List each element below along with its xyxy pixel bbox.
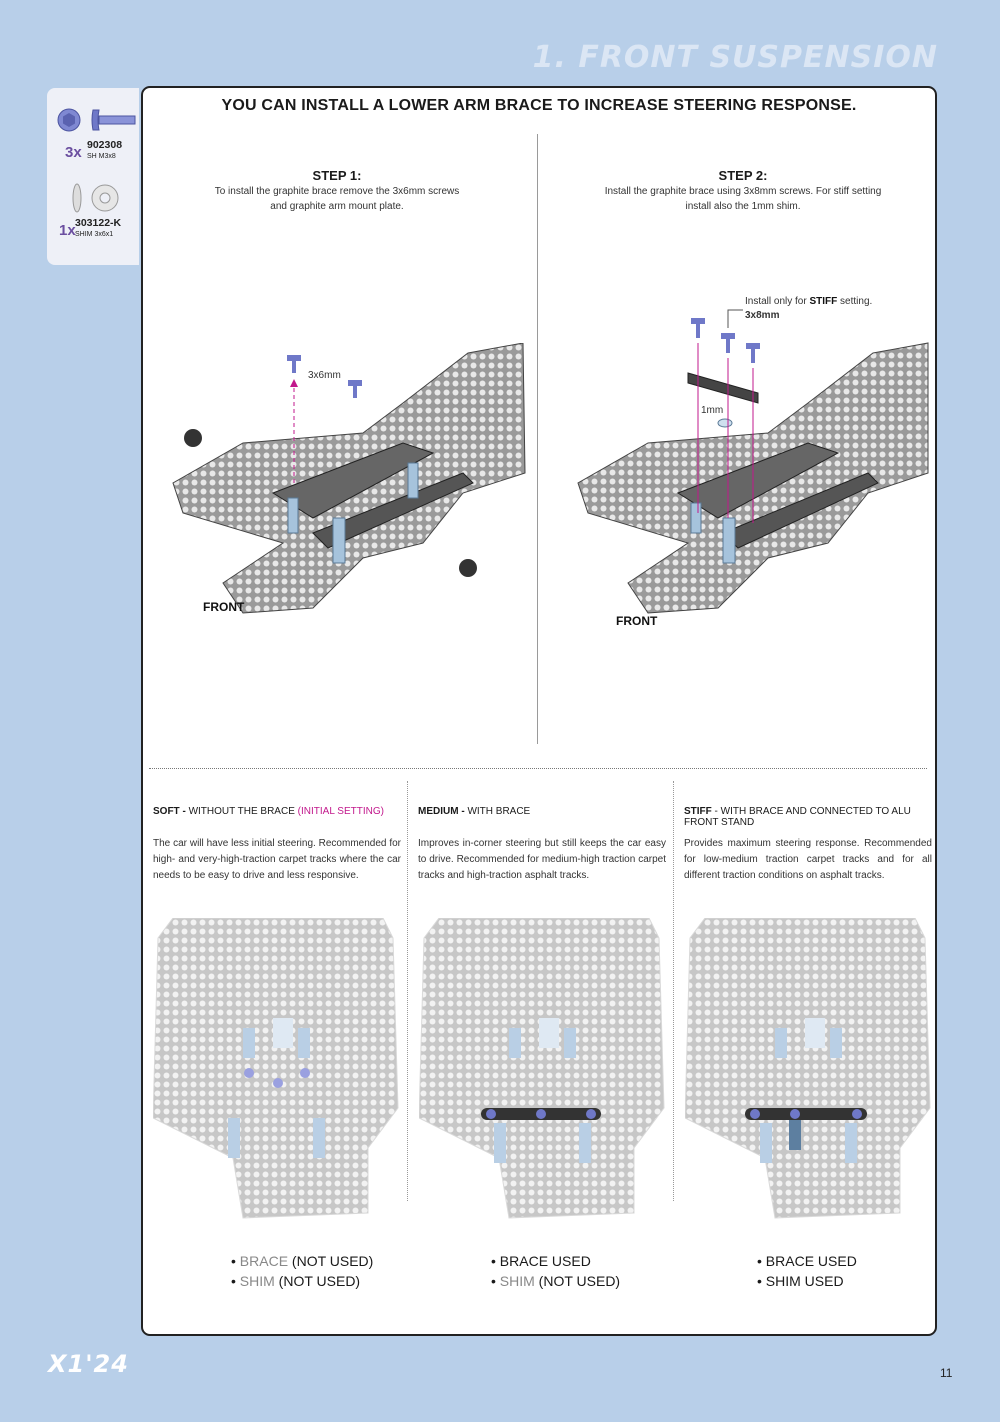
stiff-heading: STIFF - WITH BRACE AND CONNECTED TO ALU FRONT STAND [684,806,911,828]
stiff-description: Provides maximum steering response. Recommended for low-medium traction carpet tracks and for all different traction conditions on asphalt tracks. [684,838,932,881]
part-code: 902308 SH M3x8 [87,139,123,160]
column-divider [407,781,408,1201]
step2-screw-label: 3x8mm [745,310,780,321]
part-code: 303122-K SHIM 3x6x1 [75,217,122,238]
step1-front-label: FRONT [203,600,245,614]
medium-diagram [419,918,665,1223]
step2-front-label: FRONT [616,614,658,628]
headline: YOU CAN INSTALL A LOWER ARM BRACE TO INCREASE STEERING RESPONSE. [221,97,857,114]
section-title: 1. FRONT SUSPENSION [532,40,938,75]
page-number: 11 [940,1366,953,1380]
brand-logo: X1'24 [48,1350,129,1378]
medium-bullets: • BRACE USED • SHIM (NOT USED) [491,1253,621,1289]
medium-heading: MEDIUM - WITH BRACE [418,806,531,817]
step2-diagram [563,288,933,638]
step1-title: STEP 1: [312,168,362,183]
step2-shim-label: 1mm [701,405,724,416]
step2-title: STEP 2: [718,168,768,183]
step2-text: Install the graphite brace using 3x8mm screws. For stiff setting install also the 1mm shim. [604,186,882,212]
instruction-panel [141,86,937,1336]
column-divider [673,781,674,1201]
stiff-bullets: • BRACE USED • SHIM USED [757,1253,857,1289]
medium-description: Improves in-corner steering but still keeps the car easy to drive. Recommended for medium-high traction carpet tracks and high-traction asphalt tracks. [418,838,666,881]
parts-list [47,88,139,265]
part-qty: 1x [59,222,76,239]
part-item-shim [53,176,143,239]
soft-description: The car will have less initial steering. Recommended for high- and very-high-traction carpet tracks where the car needs to be easy to drive and less responsive. [153,838,401,881]
part-qty: 3x [65,144,82,161]
shim-washer-icon [53,176,137,216]
step1-diagram [163,343,533,633]
step-divider [537,134,538,744]
soft-bullets: • BRACE (NOT USED) • SHIM (NOT USED) [231,1253,374,1289]
button-head-screw-icon [53,96,137,136]
part-item-screw [53,96,143,161]
section-divider [149,768,927,769]
soft-diagram [153,918,399,1223]
step2-note: Install only for STIFF setting. [745,296,873,307]
step1-text: To install the graphite brace remove the 3x6mm screws and graphite arm mount plate. [214,186,460,212]
step1-screw-label: 3x6mm [308,370,341,381]
soft-heading: SOFT - WITHOUT THE BRACE (INITIAL SETTING) [153,806,384,817]
stiff-diagram [685,918,931,1223]
